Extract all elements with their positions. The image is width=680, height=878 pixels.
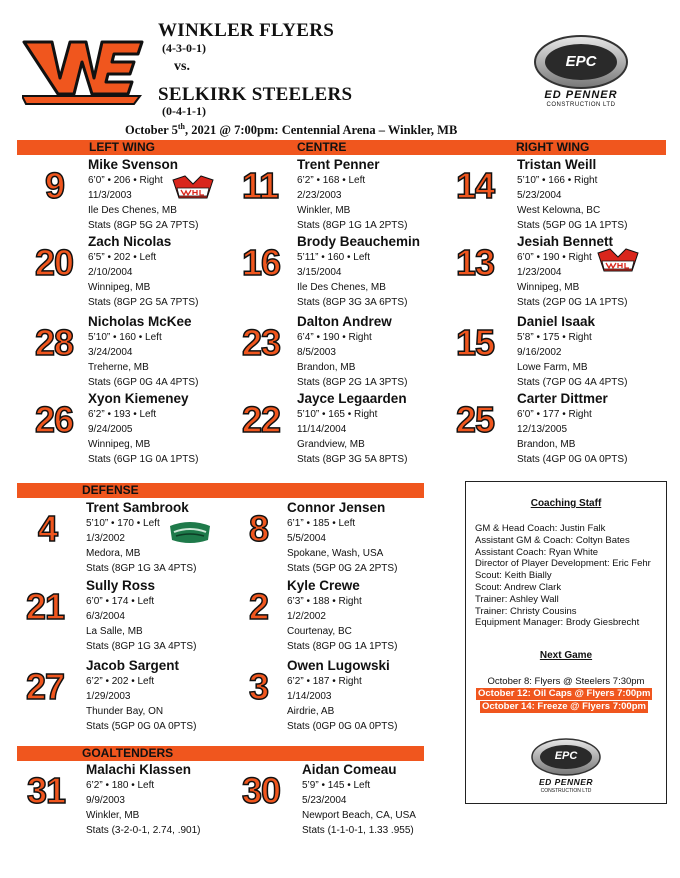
player-dob: 5/23/2004 [517,190,562,201]
home-team-record: (4-3-0-1) [162,41,206,55]
game-date-suffix: th [177,122,186,131]
player-stats: Stats (8GP 0G 1A 1PTS) [287,641,398,652]
player-physical: 6’0” • 174 • Left [86,596,155,607]
next-game-3: October 14: Freeze @ Flyers 7:00pm [482,701,646,712]
player-physical: 6’2” • 187 • Right [287,676,362,687]
player-dob: 12/13/2005 [517,424,568,435]
player-physical: 6’2” • 193 • Left [88,409,157,420]
jersey-number: 2 [249,586,269,627]
player-hometown: Lowe Farm, MB [517,362,588,373]
player-hometown: Brandon, MB [517,439,576,450]
player-dob: 11/3/2003 [88,190,132,201]
jersey-number: 26 [35,399,74,440]
goaltenders-header-bar [17,746,424,761]
coaching-staff-member: Assistant Coach: Ryan White [475,546,599,558]
player-hometown: Winnipeg, MB [88,439,151,450]
player-physical: 5’11” • 160 • Left [297,252,370,263]
player-hometown: Thunder Bay, ON [86,706,164,717]
jersey-number: 9 [45,165,65,206]
player-dob: 1/14/2003 [287,691,332,702]
player-physical: 5’10” • 165 • Right [297,409,378,420]
jersey-number: 8 [249,508,269,549]
winkler-flyers-logo [22,34,144,110]
sponsor-logo-small-text: EPC [554,750,578,762]
centre-heading: CENTRE [297,140,347,154]
player-name: Jesiah Bennett [517,234,614,249]
player-name: Mike Svenson [88,157,179,172]
player-dob: 8/5/2003 [297,347,336,358]
player-name: Jacob Sargent [86,658,180,673]
player-name: Brody Beauchemin [297,234,421,249]
player-name: Kyle Crewe [287,578,360,593]
player-dob: 11/14/2004 [297,424,347,435]
player-stats: Stats (7GP 0G 4A 4PTS) [517,377,628,388]
defense-heading: DEFENSE [82,483,139,497]
player-physical: 6’0” • 190 • Right [517,252,592,263]
coaching-staff-member: Equipment Manager: Brody Giesbrecht [475,617,640,629]
player-hometown: Winnipeg, MB [517,282,580,293]
player-name: Dalton Andrew [297,314,392,329]
player-physical: 6’4” • 190 • Right [297,332,372,343]
player-stats: Stats (3-2-0-1, 2.74, .901) [86,825,201,836]
player-hometown: Winkler, MB [86,810,140,821]
sponsor-subtitle-small: CONSTRUCTION LTD [540,788,592,794]
player-physical: 5’10” • 170 • Left [86,518,160,529]
player-physical: 5’10” • 166 • Right [517,175,598,186]
player-stats: Stats (8GP 1G 1A 2PTS) [297,220,408,231]
player-stats: Stats (4GP 0G 0A 0PTS) [517,454,628,465]
jersey-number: 21 [26,586,65,627]
player-stats: Stats (8GP 2G 5A 7PTS) [88,297,199,308]
coaching-staff-box [465,481,667,804]
player-stats: Stats (5GP 0G 0A 0PTS) [86,721,197,732]
player-dob: 6/3/2004 [86,611,125,622]
player-name: Nicholas McKee [88,314,192,329]
game-date: October 5 [125,123,178,138]
jersey-number: 15 [456,322,495,363]
player-physical: 6’2” • 168 • Left [297,175,366,186]
jersey-number: 20 [35,242,74,283]
game-time-venue: , 2021 @ 7:00pm: Centennial Arena – Winkler, MB [185,123,458,138]
player-hometown: Grandview, MB [297,439,365,450]
whl-logo-icon [171,174,215,202]
player-dob: 5/23/2004 [302,795,347,806]
player-name: Owen Lugowski [287,658,390,673]
player-physical: 6’1” • 185 • Left [287,518,356,529]
player-hometown: La Salle, MB [86,626,143,637]
jersey-number: 4 [38,508,58,549]
player-physical: 6’0” • 206 • Right [88,175,163,186]
player-hometown: West Kelowna, BC [517,205,601,216]
player-dob: 2/10/2004 [88,267,133,278]
player-stats: Stats (8GP 1G 3A 4PTS) [86,563,197,574]
player-stats: Stats (5GP 0G 1A 1PTS) [517,220,628,231]
player-stats: Stats (8GP 1G 3A 4PTS) [86,641,197,652]
coaching-staff-member: Scout: Andrew Clark [475,582,562,593]
game-info [125,122,457,138]
player-dob: 3/15/2004 [297,267,342,278]
player-stats: Stats (0GP 0G 0A 0PTS) [287,721,398,732]
player-dob: 1/23/2004 [517,267,562,278]
player-stats: Stats (1-1-0-1, 1.33 .955) [302,825,414,836]
coaching-staff-member: Scout: Keith Bially [475,570,552,582]
player-physical: 6’2” • 180 • Left [86,780,155,791]
jersey-number: 14 [456,165,495,206]
player-stats: Stats (6GP 1G 0A 1PTS) [88,454,199,465]
jersey-number: 22 [242,399,281,440]
jersey-number: 27 [26,666,65,707]
coaching-staff-member: Trainer: Christy Cousins [475,605,577,617]
player-dob: 5/5/2004 [287,533,326,544]
player-hometown: Spokane, Wash, USA [287,548,384,559]
next-game-1: October 8: Flyers @ Steelers 7:30pm [487,676,645,687]
player-name: Aidan Comeau [302,762,397,777]
player-dob: 3/24/2004 [88,347,133,358]
player-dob: 1/2/2002 [287,611,326,622]
player-name: Trent Sambrook [86,500,189,515]
sponsor-name: ED PENNER [544,89,618,101]
player-hometown: Courtenay, BC [287,626,352,637]
sponsor-name-small: ED PENNER [538,777,594,787]
player-stats: Stats (5GP 0G 2A 2PTS) [287,563,398,574]
player-stats: Stats (2GP 0G 1A 1PTS) [517,297,628,308]
sponsor-logo-text: EPC [565,53,597,70]
player-stats: Stats (6GP 0G 4A 4PTS) [88,377,199,388]
jersey-number: 31 [27,770,66,811]
player-name: Sully Ross [86,578,156,593]
player-name: Tristan Weill [517,157,597,172]
jersey-number: 23 [242,322,281,363]
forwards-header-bar [17,140,666,155]
player-name: Zach Nicolas [88,234,172,249]
next-game-2: October 12: Oil Caps @ Flyers 7:00pm [478,688,651,699]
player-hometown: Brandon, MB [297,362,356,373]
sponsor-logo [533,34,629,114]
jersey-number: 11 [242,165,279,206]
player-hometown: Ile Des Chenes, MB [297,282,386,293]
sponsor-logo-small [530,737,602,795]
player-stats: Stats (8GP 3G 3A 6PTS) [297,297,408,308]
player-hometown: Winnipeg, MB [88,282,151,293]
away-team-name: SELKIRK STEELERS [158,84,353,105]
mustangs-logo-icon [166,520,214,546]
player-stats: Stats (8GP 3G 5A 8PTS) [297,454,408,465]
player-hometown: Medora, MB [86,548,141,559]
goaltenders-heading: GOALTENDERS [82,746,174,760]
jersey-number: 25 [456,399,495,440]
home-team-name: WINKLER FLYERS [158,20,335,41]
jersey-number: 13 [456,242,495,283]
player-name: Xyon Kiemeney [88,391,189,406]
sponsor-subtitle: CONSTRUCTION LTD [546,102,616,108]
player-stats: Stats (8GP 5G 2A 7PTS) [88,220,199,231]
player-name: Malachi Klassen [86,762,192,777]
player-dob: 1/3/2002 [86,533,125,544]
player-physical: 5’10” • 160 • Left [88,332,162,343]
right-wing-heading: RIGHT WING [516,140,590,154]
coaching-staff-title: Coaching Staff [530,498,602,509]
coaching-staff-member: Director of Player Development: Eric Fehr [475,558,651,570]
left-wing-heading: LEFT WING [89,140,155,154]
coaching-staff-member: GM & Head Coach: Justin Falk [475,523,606,534]
coaching-staff-member: Assistant GM & Coach: Coltyn Bates [475,534,630,546]
player-physical: 5’8” • 175 • Right [517,332,592,343]
jersey-number: 30 [242,770,281,811]
player-name: Connor Jensen [287,500,386,515]
player-dob: 9/24/2005 [88,424,133,435]
player-name: Carter Dittmer [517,391,608,406]
player-hometown: Treherne, MB [88,362,149,373]
player-hometown: Newport Beach, CA, USA [302,810,416,821]
whl-logo-icon [596,247,640,275]
jersey-number: 28 [35,322,74,363]
player-physical: 6’2” • 202 • Left [86,676,155,687]
next-game-title: Next Game [539,650,593,661]
player-dob: 9/16/2002 [517,347,562,358]
versus-label: vs. [174,59,190,74]
player-dob: 2/23/2003 [297,190,342,201]
jersey-number: 3 [249,666,269,707]
player-stats: Stats (8GP 2G 1A 3PTS) [297,377,408,388]
player-dob: 1/29/2003 [86,691,131,702]
player-hometown: Ile Des Chenes, MB [88,205,177,216]
player-physical: 6’5” • 202 • Left [88,252,157,263]
player-name: Trent Penner [297,157,380,172]
player-name: Jayce Legaarden [297,391,407,406]
player-physical: 6’0” • 177 • Right [517,409,592,420]
player-hometown: Winkler, MB [297,205,351,216]
jersey-number: 16 [242,242,281,283]
player-physical: 5’9” • 145 • Left [302,780,371,791]
player-name: Daniel Isaak [517,314,596,329]
away-team-record: (0-4-1-1) [162,104,206,118]
player-physical: 6’3” • 188 • Right [287,596,362,607]
defense-header-bar [17,483,424,498]
player-hometown: Airdrie, AB [287,706,335,717]
coaching-staff-member: Trainer: Ashley Wall [475,593,559,605]
player-dob: 9/9/2003 [86,795,125,806]
